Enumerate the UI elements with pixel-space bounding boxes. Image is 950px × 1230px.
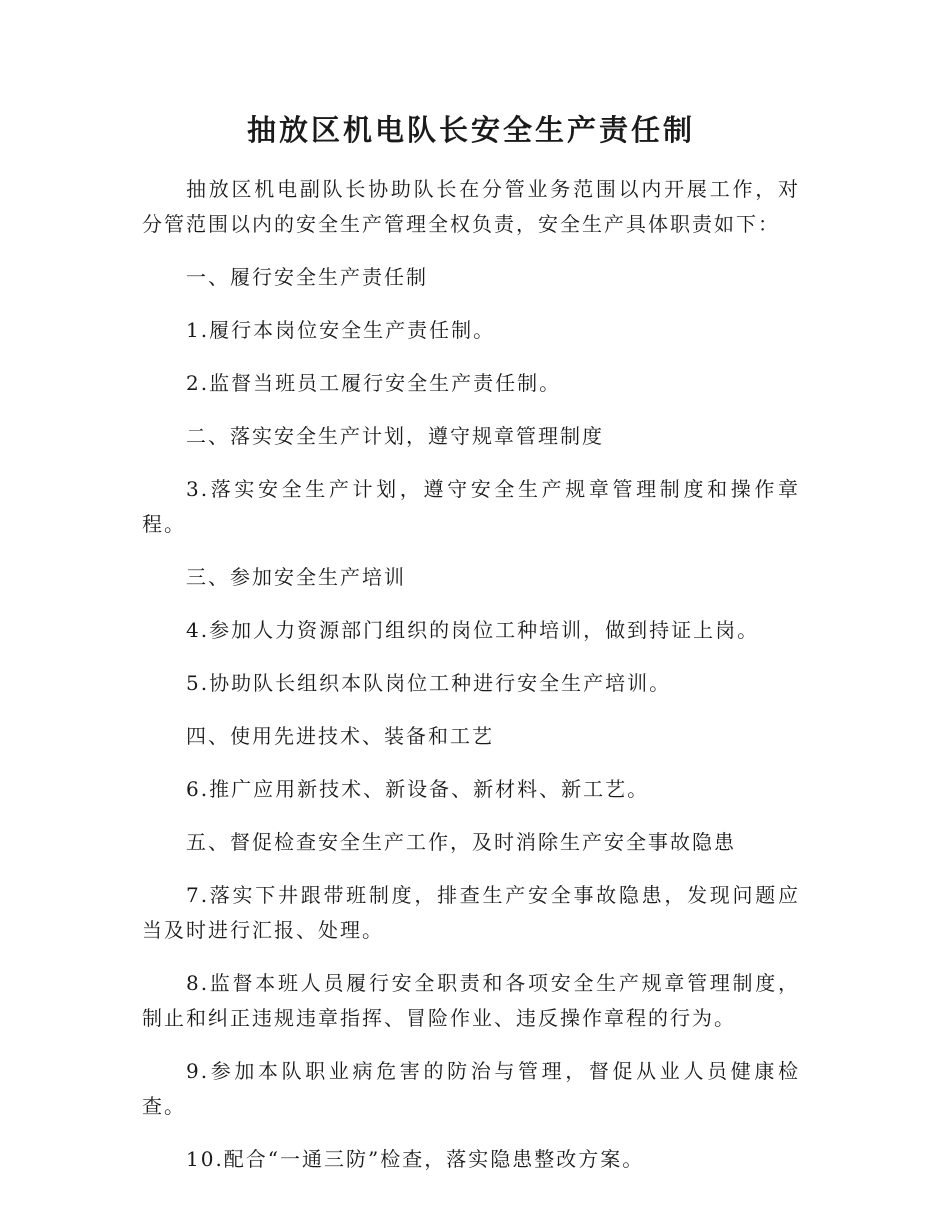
section-heading-4: 四、使用先进技术、装备和工艺 <box>186 724 494 748</box>
clause-10: 10.配合“一通三防”检查，落实隐患整改方案。 <box>186 1147 645 1171</box>
section-heading-2: 二、落实安全生产计划，遵守规章管理制度 <box>186 424 604 448</box>
section-heading-1: 一、履行安全生产责任制 <box>186 265 428 289</box>
clause-2: 2.监督当班员工履行安全生产责任制。 <box>186 371 562 395</box>
clause-3: 3.落实安全生产计划，遵守安全生产规章管理制度和操作章程。 <box>142 477 800 536</box>
clause-7: 7.落实下井跟带班制度，排查生产安全事故隐患，发现问题应当及时进行汇报、处理。 <box>142 883 800 942</box>
section-heading-3: 三、参加安全生产培训 <box>186 565 406 589</box>
clause-8: 8.监督本班人员履行安全职责和各项安全生产规章管理制度，制止和纠正违规违章指挥、冒险作业、违反操作章程的行为。 <box>142 971 800 1030</box>
clause-6: 6.推广应用新技术、新设备、新材料、新工艺。 <box>186 777 650 801</box>
document-title: 抽放区机电队长安全生产责任制 <box>246 113 695 147</box>
clause-4: 4.参加人力资源部门组织的岗位工种培训，做到持证上岗。 <box>186 618 760 642</box>
section-heading-5: 五、督促检查安全生产工作，及时消除生产安全事故隐患 <box>186 830 736 854</box>
clause-1: 1.履行本岗位安全生产责任制。 <box>186 318 496 342</box>
clause-9: 9.参加本队职业病危害的防治与管理，督促从业人员健康检查。 <box>142 1059 800 1118</box>
clause-5: 5.协助队长组织本队岗位工种进行安全生产培训。 <box>186 671 672 695</box>
intro-paragraph: 抽放区机电副队长协助队长在分管业务范围以内开展工作，对分管范围以内的安全生产管理全权负责，安全生产具体职责如下： <box>142 177 800 236</box>
